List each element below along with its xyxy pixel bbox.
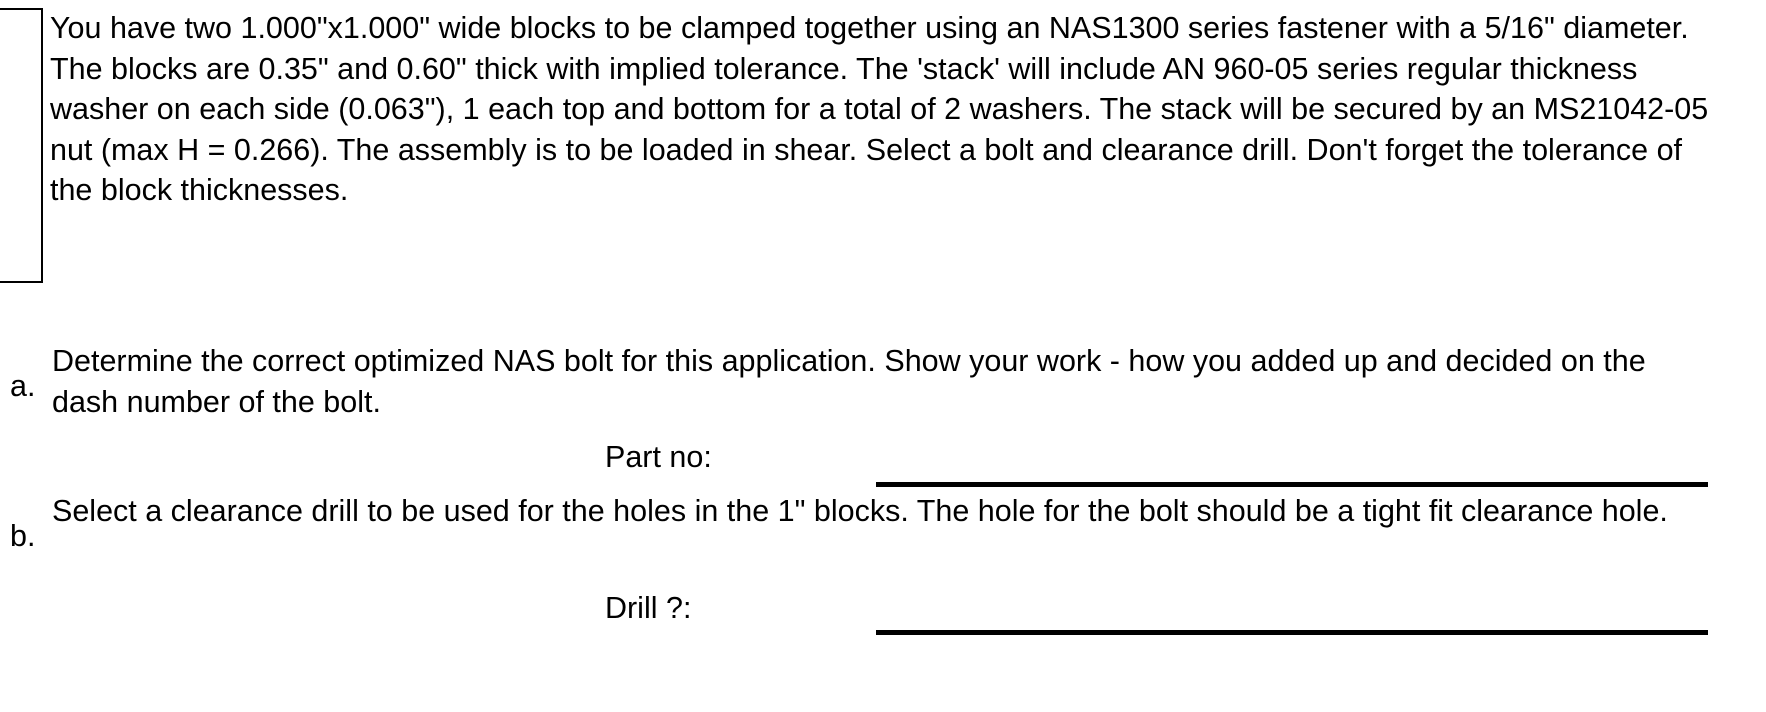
question-b-letter: b. xyxy=(10,519,36,553)
question-b-text: Select a clearance drill to be used for the holes in the 1" blocks. The hole for the bolt should be a tight fit clearance hole. xyxy=(52,494,1668,528)
drill-label: Drill ?: xyxy=(605,591,692,625)
question-a-letter: a. xyxy=(10,369,36,403)
question-a-text: Determine the correct optimized NAS bolt for this application. Show your work - how you added up and decided on the dash number of the bolt. xyxy=(52,344,1646,419)
problem-statement: You have two 1.000"x1.000" wide blocks to be clamped together using an NAS1300 series fastener with a 5/16" diameter. The blocks are 0.35" and 0.60" thick with implied tolerance. The 'stack' will include AN 960-05 series regular thickness washer on each side (0.063"), 1 each top and bottom for a total of 2 washers. The stack will be secured by an MS21042-05 nut (max H = 0.266). The assembly is to be loaded in shear. Select a bolt and clearance drill. Don't forget the tolerance of the block thicknesses. xyxy=(50,11,1709,207)
part-no-answer-line[interactable] xyxy=(876,482,1708,487)
drill-answer-line[interactable] xyxy=(876,630,1708,635)
problem-box xyxy=(0,8,43,283)
part-no-label: Part no: xyxy=(605,440,712,474)
